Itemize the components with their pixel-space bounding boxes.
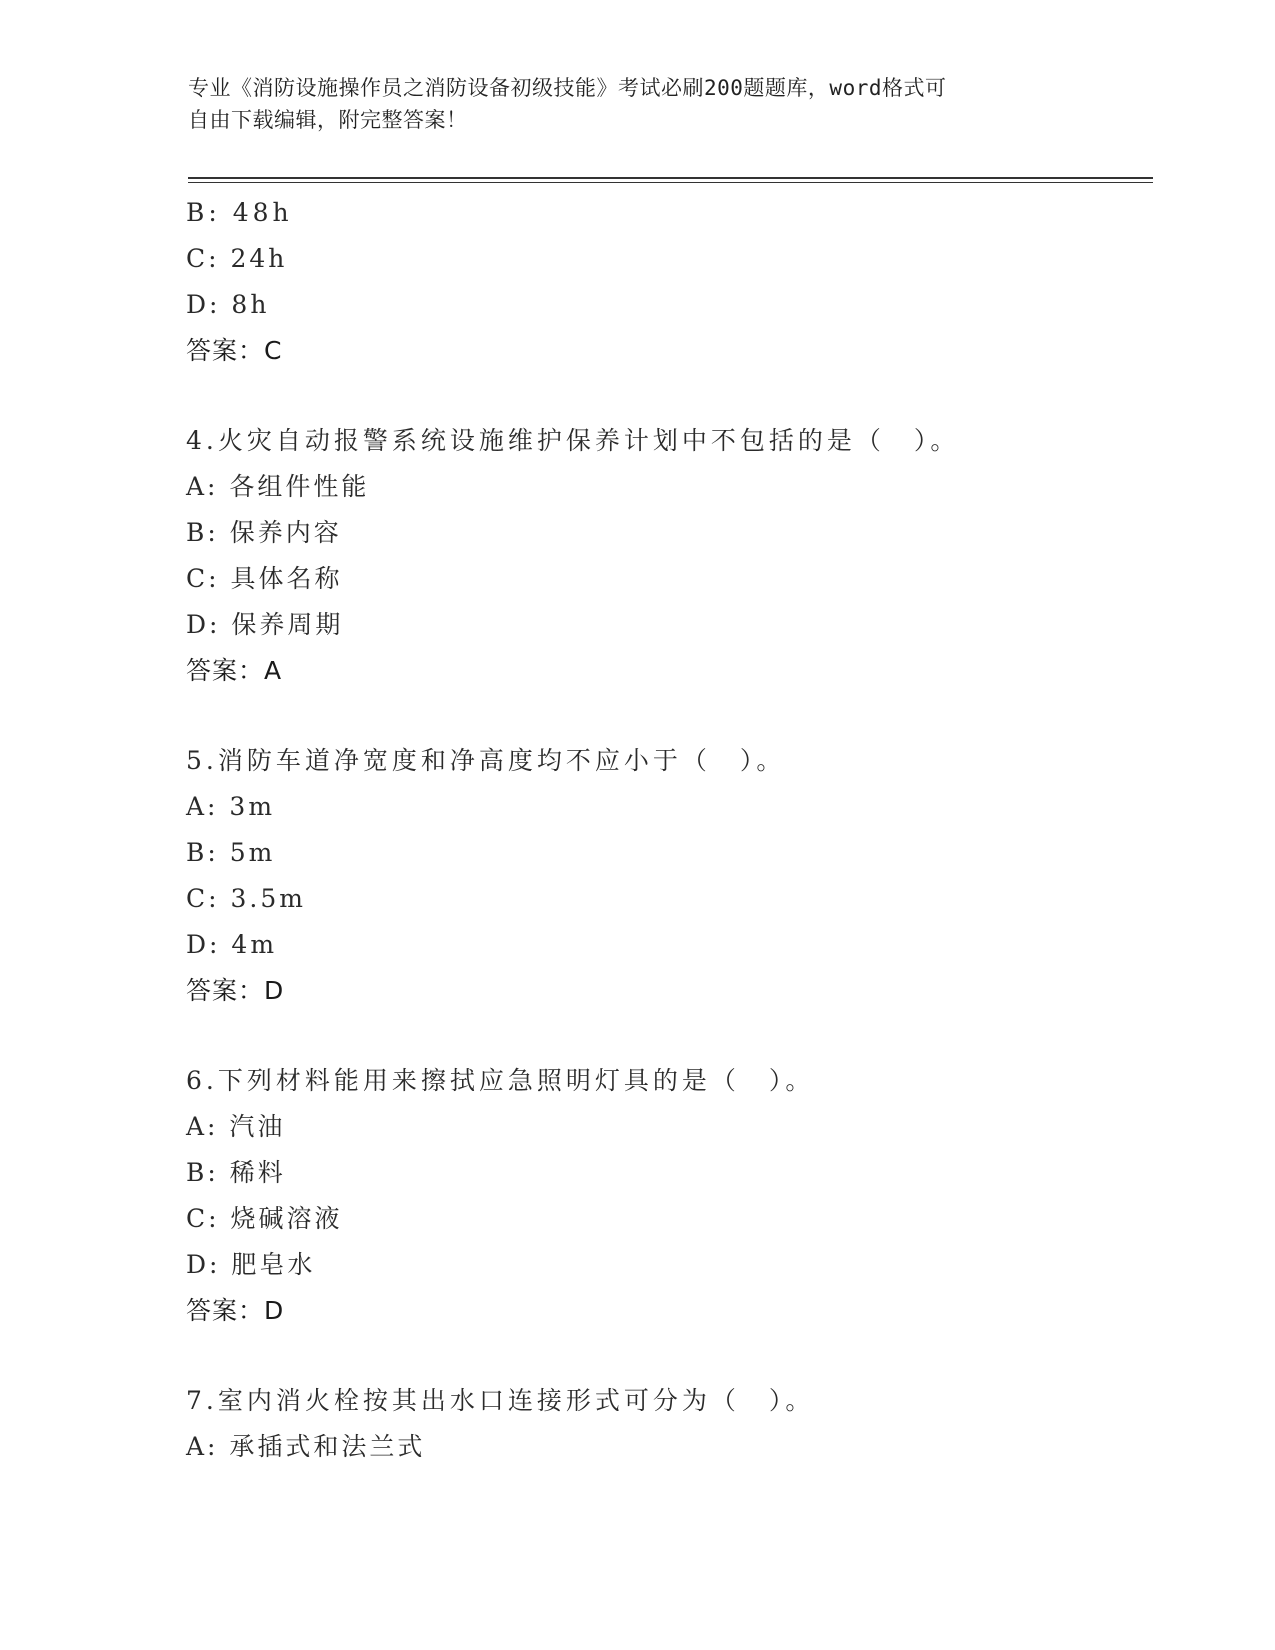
option-a: A: 承插式和法兰式: [186, 1432, 426, 1461]
header-title-line-2: 自由下载编辑，附完整答案！: [188, 108, 468, 132]
spacer: [186, 374, 1166, 418]
option-d: D: 4m: [186, 930, 278, 959]
spacer: [186, 1334, 1166, 1378]
option-c: C: 烧碱溶液: [186, 1204, 343, 1233]
answer-line: 答案：A: [186, 656, 283, 685]
question-block-7: [186, 1378, 1166, 1470]
answer-line: 答案：D: [186, 1296, 285, 1325]
option-c: C: 24h: [186, 244, 288, 273]
header-title-line-1: 专业《消防设施操作员之消防设备初级技能》考试必刷200题题库，word格式可: [188, 76, 947, 100]
option-d: D: 保养周期: [186, 610, 344, 639]
option-b: B: 48h: [186, 198, 293, 227]
header-divider-thin: [188, 182, 1153, 183]
question-block-3-partial: [186, 190, 1166, 374]
question-block-5: [186, 738, 1166, 1014]
option-b: B: 稀料: [186, 1158, 286, 1187]
question-stem: 7.室内消火栓按其出水口连接形式可分为（ ）。: [186, 1386, 815, 1415]
option-b: B: 5m: [186, 838, 276, 867]
option-d: D: 8h: [186, 290, 270, 319]
option-b: B: 保养内容: [186, 518, 342, 547]
spacer: [186, 1014, 1166, 1058]
question-block-6: [186, 1058, 1166, 1334]
option-a: A: 3m: [186, 792, 276, 821]
option-a: A: 汽油: [186, 1112, 286, 1141]
question-list: [186, 190, 1166, 1470]
option-a: A: 各组件性能: [186, 472, 370, 501]
header-divider-thick: [188, 177, 1153, 179]
option-c: C: 具体名称: [186, 564, 343, 593]
question-block-4: [186, 418, 1166, 694]
question-stem: 4.火灾自动报警系统设施维护保养计划中不包括的是（ ）。: [186, 426, 960, 455]
question-stem: 5.消防车道净宽度和净高度均不应小于（ ）。: [186, 746, 786, 775]
document-header: [188, 72, 1088, 136]
option-d: D: 肥皂水: [186, 1250, 316, 1279]
question-stem: 6.下列材料能用来擦拭应急照明灯具的是（ ）。: [186, 1066, 815, 1095]
answer-line: 答案：C: [186, 336, 283, 365]
option-c: C: 3.5m: [186, 884, 306, 913]
answer-line: 答案：D: [186, 976, 285, 1005]
spacer: [186, 694, 1166, 738]
